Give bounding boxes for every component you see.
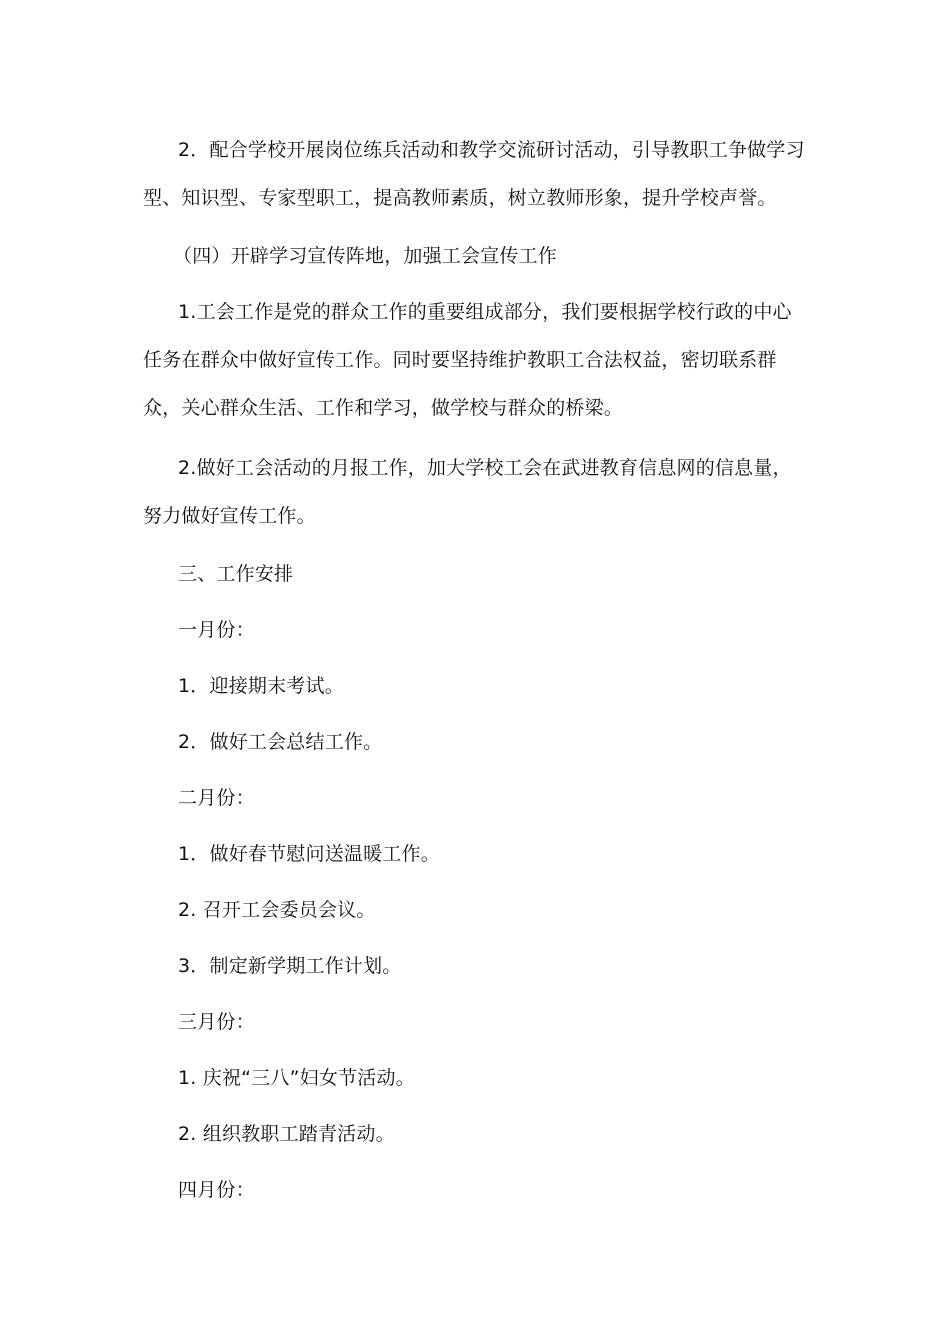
list-item: 2. 组织教职工踏青活动。 (178, 1123, 395, 1145)
list-item: 2. 召开工会委员会议。 (178, 899, 376, 921)
list-item: 3．制定新学期工作计划。 (178, 955, 402, 977)
month-heading-february: 二月份： (178, 787, 255, 809)
list-item: 1. 庆祝“三八”妇女节活动。 (178, 1067, 415, 1089)
paragraph-training-activities: 2．配合学校开展岗位练兵活动和教学交流研讨活动，引导教职工争做学习型、知识型、专家型职工，提高教师素质，树立教师形象，提升学校声誉。 (143, 139, 805, 209)
list-item: 2．做好工会总结工作。 (178, 731, 383, 753)
month-heading-april: 四月份： (178, 1179, 255, 1201)
paragraph-monthly-report: 2.做好工会活动的月报工作，加大学校工会在武进教育信息网的信息量，努力做好宣传工作。 (143, 457, 792, 527)
month-heading-january: 一月份： (178, 619, 255, 641)
section-heading-publicity: （四）开辟学习宣传阵地，加强工会宣传工作 (173, 245, 558, 267)
section-heading-schedule: 三、工作安排 (178, 563, 294, 585)
list-item: 1．迎接期末考试。 (178, 675, 344, 697)
paragraph-union-publicity: 1.工会工作是党的群众工作的重要组成部分，我们要根据学校行政的中心任务在群众中做好宣传工作。同时要坚持维护教职工合法权益，密切联系群众，关心群众生活、工作和学习，做学校与群众的桥梁。 (143, 301, 792, 419)
list-item: 1．做好春节慰问送温暖工作。 (178, 843, 440, 865)
month-heading-march: 三月份： (178, 1011, 255, 1033)
